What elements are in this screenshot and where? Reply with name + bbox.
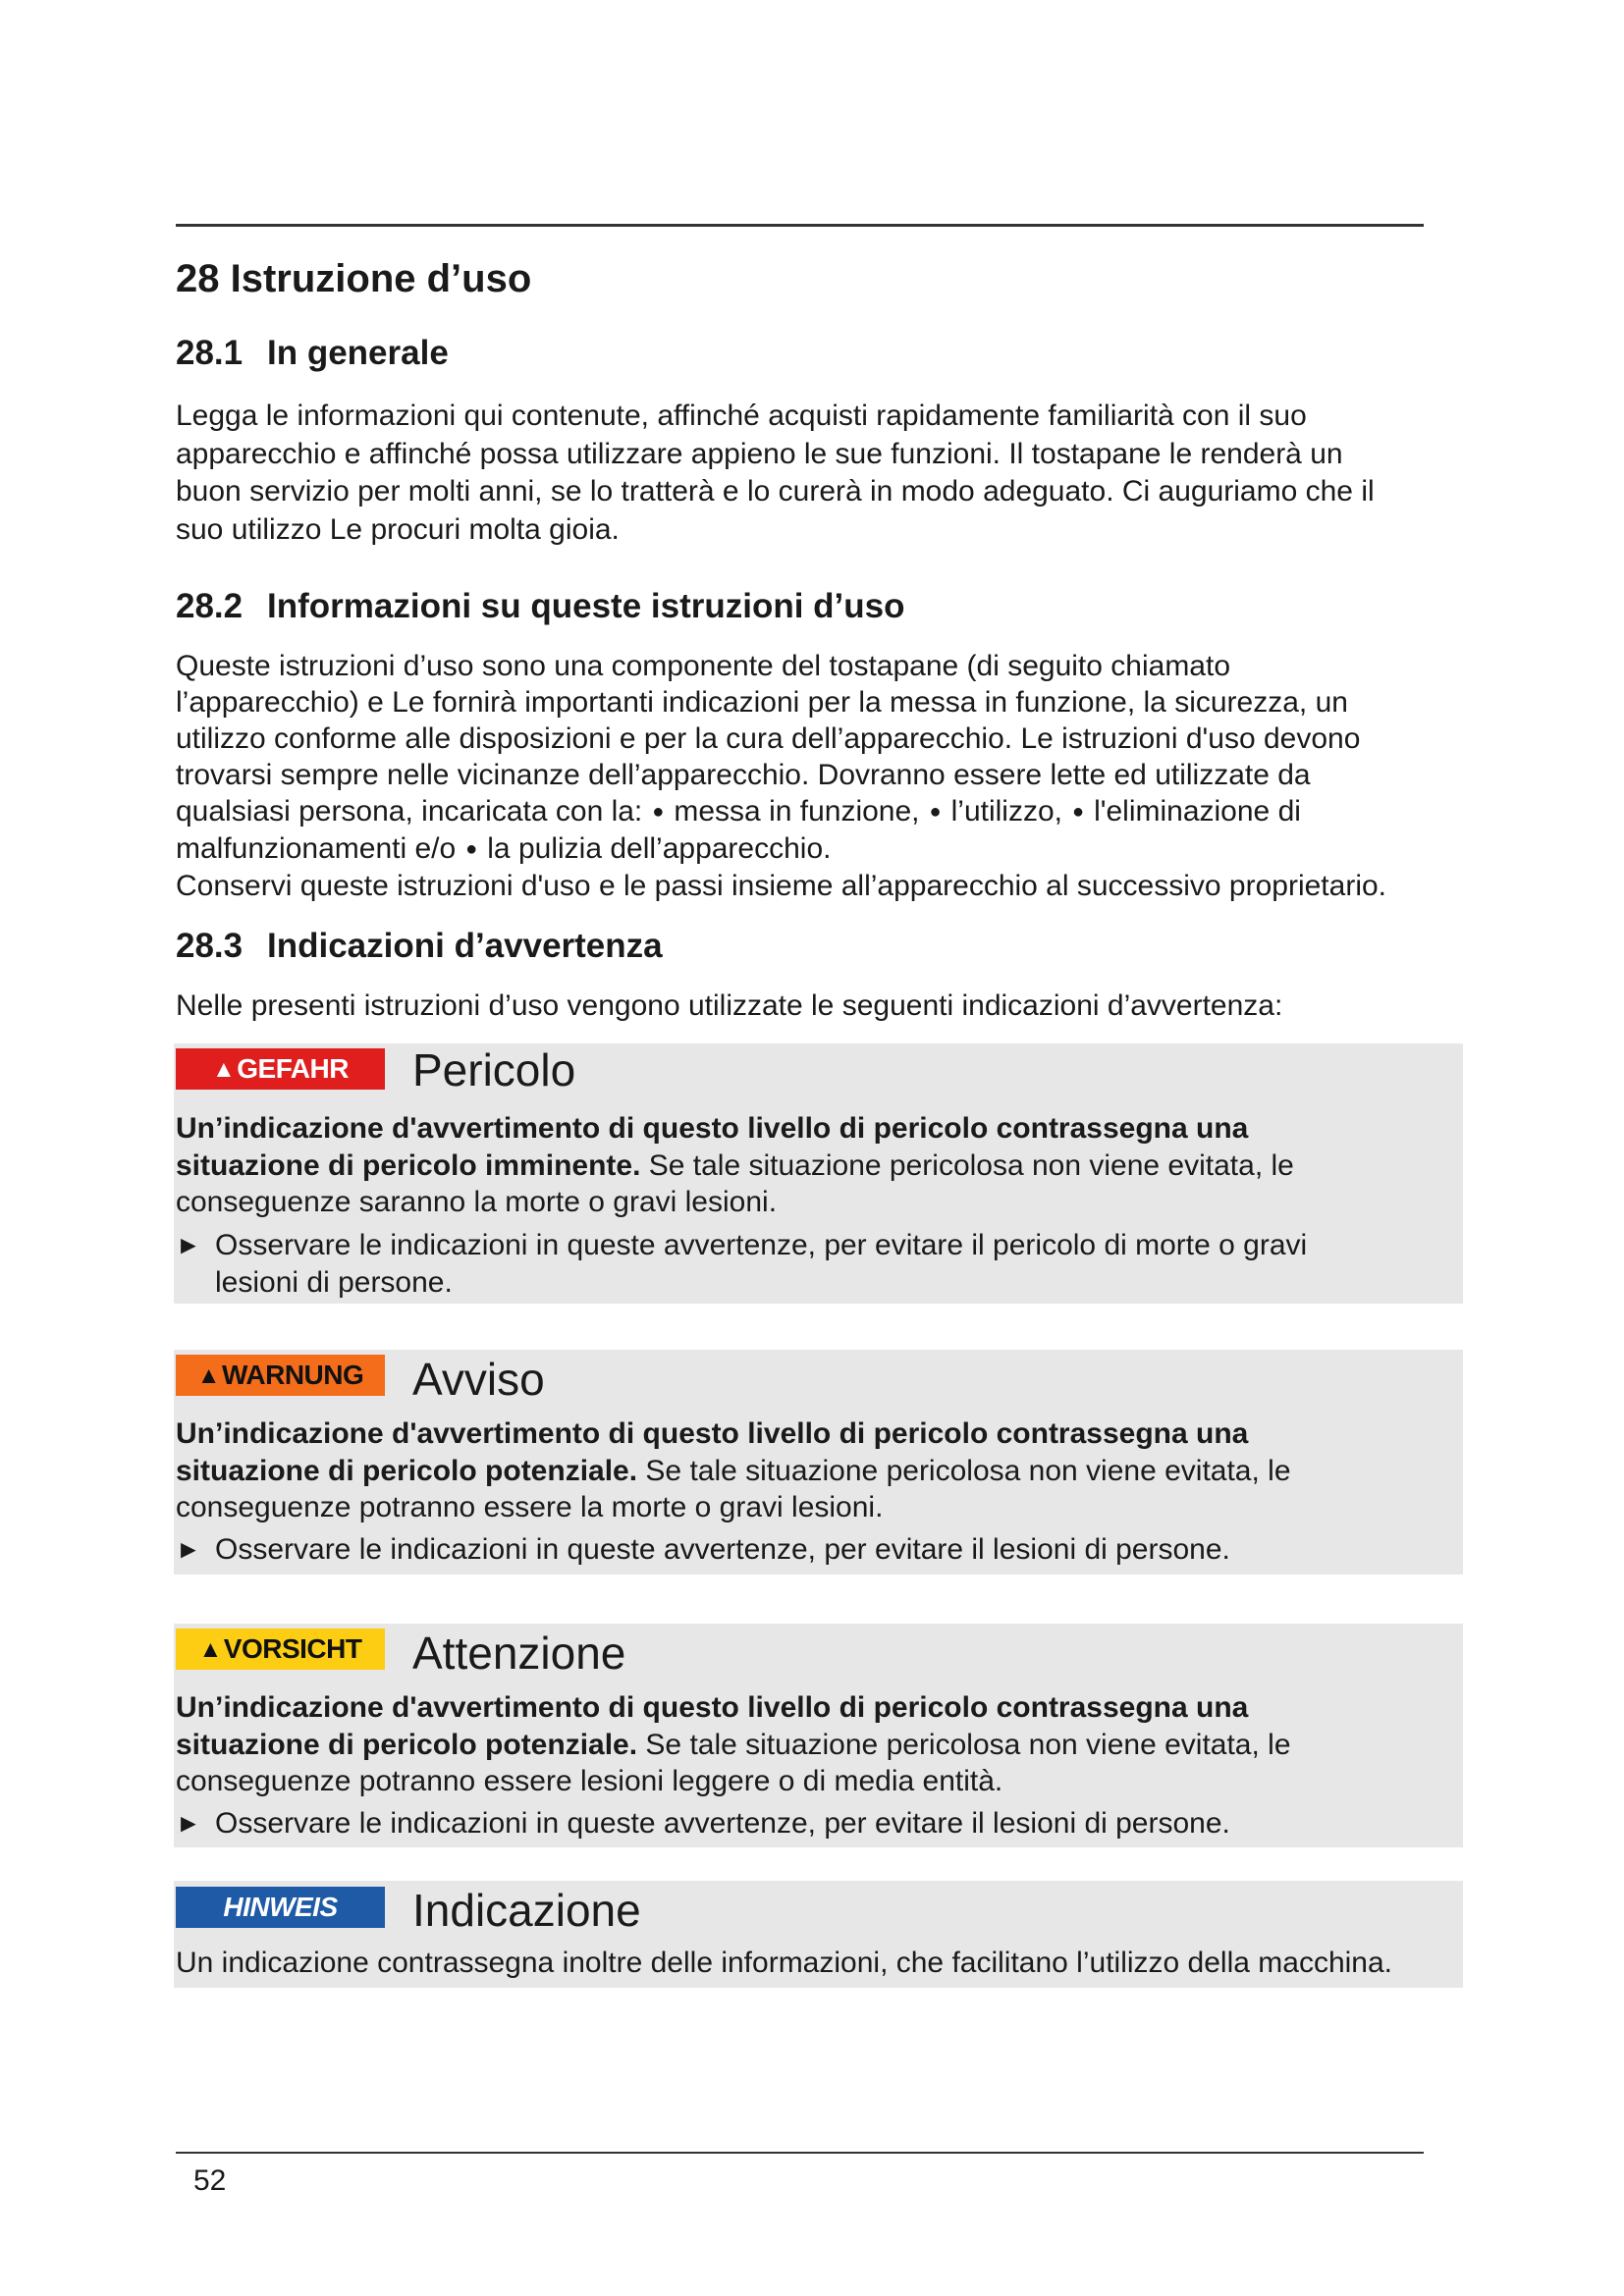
list-item: l'eliminazione di <box>1094 795 1301 828</box>
text-line: Queste istruzioni d’uso sono una componente del tostapane (di seguito chiamato <box>176 650 1231 682</box>
warning-action <box>176 1805 1452 1842</box>
header-rule <box>176 224 1424 227</box>
text: Se tale situazione pericolosa non viene evitata, le <box>637 1728 1291 1761</box>
notice-box <box>174 1881 1463 1988</box>
text-line: trovarsi sempre nelle vicinanze dell’apparecchio. Dovranno essere lette ed utilizzate da <box>176 759 1311 791</box>
list-item: la pulizia dell’apparecchio. <box>487 832 832 865</box>
section-title: In generale <box>267 334 449 372</box>
section-28-2-paragraph <box>176 648 1452 904</box>
list-item: malfunzionamenti e/o <box>176 832 457 865</box>
warning-title: Pericolo <box>412 1044 576 1095</box>
bullet-icon: ● <box>465 838 478 860</box>
warning-description <box>176 1110 1452 1221</box>
bold-text: Un’indicazione d'avvertimento di questo livello di pericolo contrassegna una <box>176 1691 1249 1724</box>
action-text: Osservare le indicazioni in queste avvertenze, per evitare il lesioni di persone. <box>215 1807 1230 1840</box>
section-28-3-intro: Nelle presenti istruzioni d’uso vengono utilizzate le seguenti indicazioni d’avvertenza: <box>176 989 1283 1022</box>
warning-action <box>176 1531 1452 1569</box>
warning-box-danger <box>174 1043 1463 1304</box>
action-text: Osservare le indicazioni in queste avvertenze, per evitare il lesioni di persone. <box>215 1533 1230 1566</box>
text: conseguenze potranno essere lesioni leggere o di media entità. <box>176 1765 1003 1797</box>
text-line: apparecchio e affinché possa utilizzare appieno le sue funzioni. Il tostapane le renderà un <box>176 437 1343 470</box>
badge-label: GEFAHR <box>237 1053 349 1084</box>
text-line: Legga le informazioni qui contenute, affinché acquisti rapidamente familiarità con il suo <box>176 400 1307 432</box>
warning-triangle-icon: ▲ <box>212 1056 236 1083</box>
arrow-icon: ► <box>176 1808 201 1838</box>
warning-description <box>176 1415 1452 1526</box>
section-number: 28.1 <box>176 334 244 372</box>
text: Se tale situazione pericolosa non viene evitata, le <box>640 1148 1294 1182</box>
warning-title: Attenzione <box>412 1628 626 1679</box>
bold-text: Un’indicazione d'avvertimento di questo livello di pericolo contrassegna una <box>176 1417 1249 1450</box>
inline-list-line <box>176 830 1452 868</box>
text-line: suo utilizzo Le procuri molta gioia. <box>176 512 620 546</box>
page-number: 52 <box>193 2164 227 2197</box>
section-heading-28-3 <box>176 925 663 968</box>
warning-description <box>176 1689 1452 1800</box>
danger-badge <box>176 1048 385 1090</box>
text-line: Conservi queste istruzioni d'uso e le passi insieme all’apparecchio al successivo proprietario. <box>176 870 1387 902</box>
text: conseguenze potranno essere la morte o gravi lesioni. <box>176 1491 884 1523</box>
warning-triangle-icon: ▲ <box>196 1362 220 1389</box>
section-title: Indicazioni d’avvertenza <box>267 927 663 965</box>
warning-triangle-icon: ▲ <box>198 1636 222 1663</box>
badge-label: WARNUNG <box>222 1360 364 1390</box>
section-28-1-paragraph <box>176 398 1452 549</box>
warning-title: Avviso <box>412 1354 545 1405</box>
caution-badge <box>176 1629 385 1670</box>
badge-label: VORSICHT <box>223 1633 362 1664</box>
text: conseguenze saranno la morte o gravi lesioni. <box>176 1186 778 1218</box>
text-line: buon servizio per molti anni, se lo tratterà e lo curerà in modo adeguato. Ci auguriamo che il <box>176 475 1375 507</box>
section-heading-28-2 <box>176 585 904 628</box>
chapter-title: 28 Istruzione d’uso <box>176 257 532 300</box>
section-title: Informazioni su queste istruzioni d’uso <box>267 587 905 625</box>
warning-action <box>176 1227 1452 1301</box>
bold-text: situazione di pericolo potenziale. <box>176 1454 638 1487</box>
warning-box-caution <box>174 1624 1463 1847</box>
warning-badge <box>176 1355 385 1396</box>
notice-badge: HINWEIS <box>176 1887 385 1928</box>
list-item: l’utilizzo, <box>950 795 1062 828</box>
bold-text: Un’indicazione d'avvertimento di questo livello di pericolo contrassegna una <box>176 1112 1249 1145</box>
list-item: messa in funzione, <box>674 795 920 828</box>
footer-rule <box>176 2152 1424 2154</box>
action-text: lesioni di persone. <box>215 1265 453 1299</box>
section-number: 28.2 <box>176 587 244 625</box>
text-line: utilizzo conforme alle disposizioni e per la cura dell’apparecchio. Le istruzioni d'uso devono <box>176 722 1361 755</box>
inline-list-line <box>176 793 1452 830</box>
arrow-icon: ► <box>176 1230 201 1259</box>
bold-text: situazione di pericolo imminente. <box>176 1148 641 1182</box>
action-text: Osservare le indicazioni in queste avvertenze, per evitare il pericolo di morte o gravi <box>215 1229 1308 1261</box>
notice-title: Indicazione <box>412 1885 641 1936</box>
notice-description: Un indicazione contrassegna inoltre delle informazioni, che facilitano l’utilizzo della macchina. <box>176 1947 1392 1979</box>
bullet-icon: ● <box>1071 801 1085 823</box>
arrow-icon: ► <box>176 1534 201 1564</box>
section-heading-28-1 <box>176 332 449 375</box>
text-line: l’apparecchio) e Le fornirà importanti indicazioni per la messa in funzione, la sicurezza, un <box>176 686 1348 719</box>
bold-text: situazione di pericolo potenziale. <box>176 1728 638 1761</box>
bullet-icon: ● <box>929 801 942 823</box>
section-number: 28.3 <box>176 927 244 965</box>
text: Se tale situazione pericolosa non viene evitata, le <box>637 1454 1291 1487</box>
warning-box-warning <box>174 1350 1463 1575</box>
bullet-icon: ● <box>652 801 665 823</box>
list-intro: qualsiasi persona, incaricata con la: <box>176 795 643 828</box>
